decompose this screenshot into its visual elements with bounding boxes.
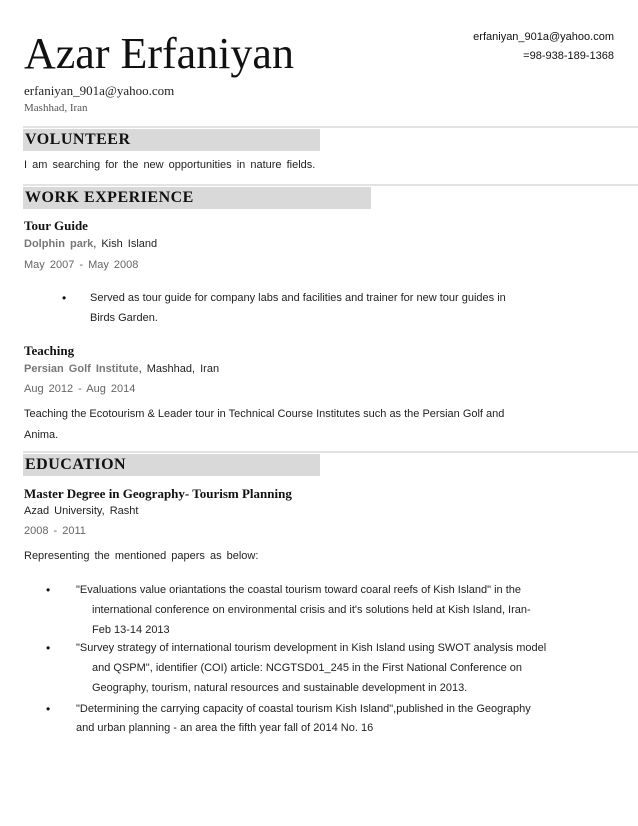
volunteer-text: I am searching for the new opportunities in nature fields. — [24, 159, 316, 171]
paper-line: and urban planning - an area the fifth year fall of 2014 No. 16 — [76, 722, 374, 734]
job-org-name: Persian Golf Institute — [24, 363, 139, 375]
job-description-line: Anima. — [24, 429, 59, 441]
job-title: Tour Guide — [24, 218, 88, 233]
degree-title: Master Degree in Geography- Tourism Planning — [24, 486, 292, 501]
paper-line: "Survey strategy of international tourism development in Kish Island using SWOT analysis model — [76, 642, 547, 654]
bullet-icon: • — [62, 291, 67, 305]
education-heading: EDUCATION — [23, 454, 320, 476]
paper-line: Geography, tourism, natural resources and sustainable development in 2013. — [92, 682, 468, 694]
education-dates: 2008 - 2011 — [24, 525, 86, 537]
candidate-name: Azar Erfaniyan — [24, 29, 294, 78]
bullet-icon: • — [46, 702, 51, 716]
bullet-icon: • — [46, 583, 51, 597]
paper-line: and QSPM", identifier (COI) article: NCGTSD01_245 in the First National Conference on — [92, 662, 523, 674]
section-divider — [23, 451, 638, 453]
job-org — [24, 238, 157, 250]
job-dates: Aug 2012 - Aug 2014 — [24, 383, 136, 395]
paper-line: Feb 13-14 2013 — [92, 624, 170, 636]
paper-line: "Determining the carrying capacity of coastal tourism Kish Island",published in the Geography — [76, 703, 531, 715]
job-org-location: , Mashhad, Iran — [138, 363, 220, 375]
job-description-line: Teaching the Ecotourism & Leader tour in Technical Course Institutes such as the Persian Golf and — [24, 408, 505, 420]
papers-intro: Representing the mentioned papers as below: — [24, 550, 259, 562]
bullet-icon: • — [46, 641, 51, 655]
section-divider — [23, 184, 638, 186]
section-divider — [23, 126, 638, 128]
paper-line: "Evaluations value oriantations the coastal tourism toward coaral reefs of Kish Island" in the — [76, 584, 521, 596]
header-email-right: erfaniyan_901a@yahoo.com — [473, 31, 614, 43]
header-email: erfaniyan_901a@yahoo.com — [24, 83, 175, 98]
job-org-location: , Kish Island — [93, 238, 158, 250]
job-dates: May 2007 - May 2008 — [24, 259, 139, 271]
job-org-name: Dolphin park — [24, 238, 94, 250]
header-city: Mashhad, Iran — [24, 102, 88, 114]
job-bullet-line: Served as tour guide for company labs and facilities and trainer for new tour guides in — [90, 292, 506, 304]
job-org — [24, 363, 219, 375]
job-bullet-line: Birds Garden. — [90, 312, 158, 324]
work-heading: WORK EXPERIENCE — [23, 187, 371, 209]
job-title: Teaching — [24, 343, 75, 358]
paper-line: international conference on environmental crisis and it's solutions held at Kish Island, Iran- — [92, 604, 531, 616]
header-phone: =98-938-189-1368 — [523, 50, 614, 62]
volunteer-heading: VOLUNTEER — [23, 129, 320, 151]
school-name: Azad University, Rasht — [24, 505, 139, 517]
